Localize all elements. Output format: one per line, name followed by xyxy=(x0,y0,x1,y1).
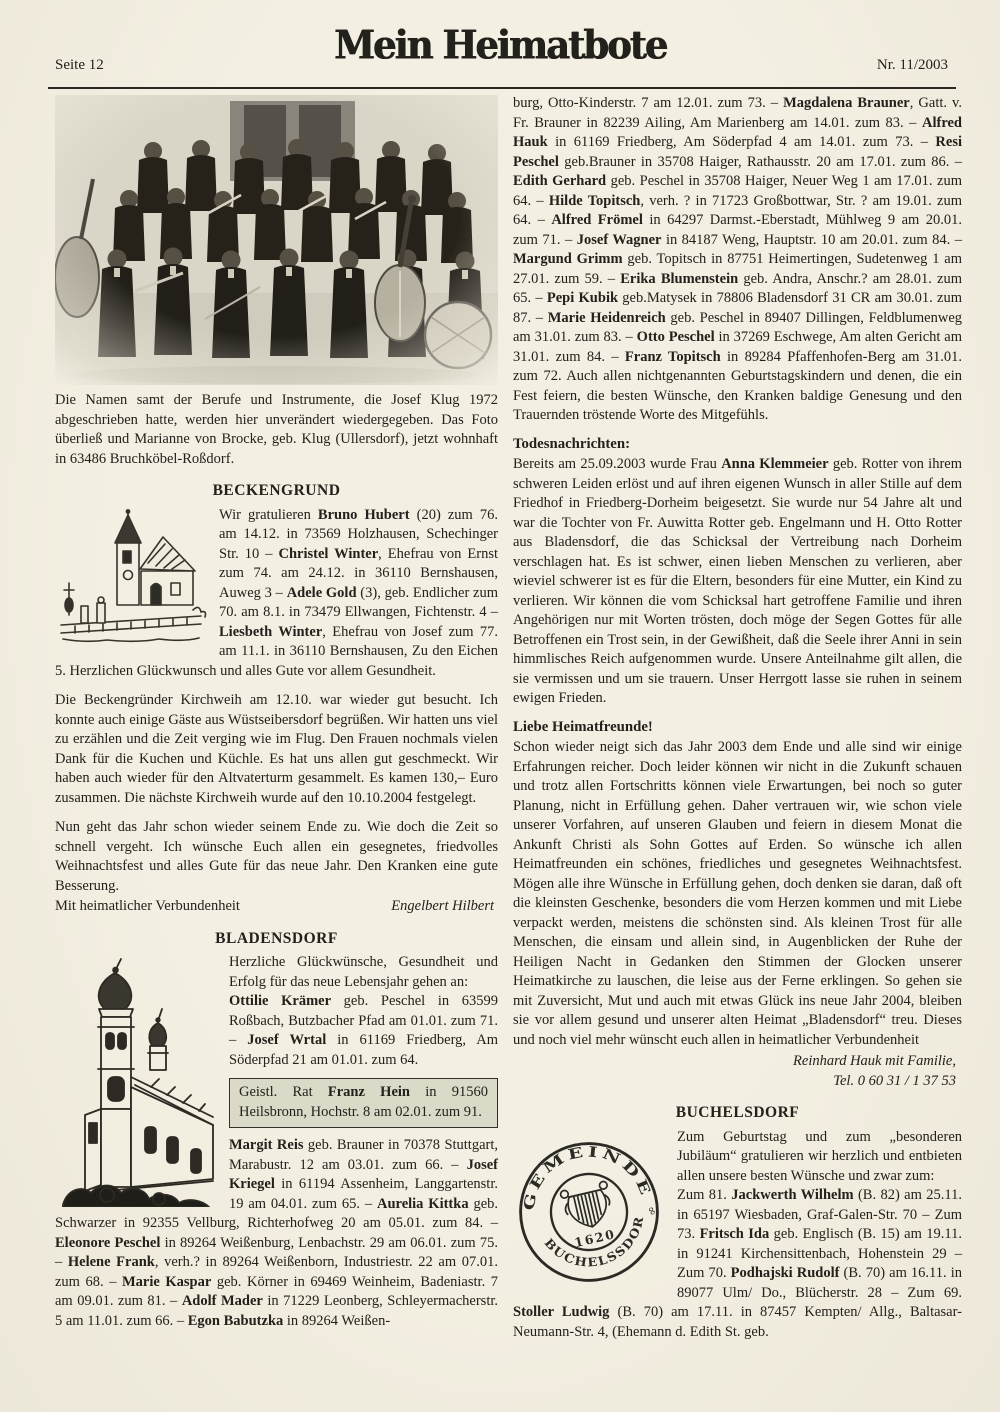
bladensdorf-section xyxy=(55,953,498,1331)
signature-phone: Tel. 0 60 31 / 1 37 53 xyxy=(833,1072,956,1089)
paragraph: Zum Geburtstag und zum „besonderen Jubiläum“ gratulieren wir herzlich und entbieten allen unsere besten Wünsche und zwar zum: xyxy=(677,1128,962,1184)
paragraph: Nun geht das Jahr schon wieder seinem Ende zu. Wie doch die Zeit so schnell vergeht. Ich wünsche Euch allen ein gesegnetes, friedvolles Weihnachtsfest und alles Gute für das neue Jahr. Den Kranken eine gute Besserung. xyxy=(55,819,498,894)
paragraph: Ottilie Krämer geb. Peschel in 63599 Roßbach, Butzbacher Pfad am 01.01. zum 71. – Josef Wrtal in 61169 Friedberg, Am Söderpfad 21 am 01.01. zum 64. xyxy=(229,993,499,1068)
seal-ring-bottom-text: BUCHELSSDORF xyxy=(541,1199,647,1270)
paragraph: Margit Reis geb. Brauner in 70378 Stuttgart, Marabustr. 12 am 03.01. zum 66. – Josef Kriegel in 61194 Assenheim, Langgartenstr. 19 am 04.01. zum 65. – Aurelia Kittka geb. Schwarzer in 92355 Vellburg, Richterhofweg 20 am 05.01. zum 84. – Eleonore Peschel in 89264 Weißenburg, Lenbachstr. 29 am 06.01. zum 75. – Helene Frank, verh.? in 89264 Weißenborn, Industriestr. 22 am 07.01. zum 68. – Marie Kaspar geb. Körner in 69469 Weinheim, Badeniastr. 7 am 09.01. zum 81. – Adolf Mader in 71229 Leonberg, Schleyermacherstr. 5 am 11.01. zum 66. – Egon Babutzka in 89264 Weißen- xyxy=(55,1137,499,1329)
signature-name: Reinhard Hauk mit Familie, xyxy=(793,1053,956,1069)
paragraph: Bereits am 25.09.2003 wurde Frau Anna Klemmeier geb. Rotter von ihrem schweren Leiden erlöst und auf ihren eigenen Wunsch in aller Stille auf dem Friedhof in Friedberg-Dorheim beigesetzt. Sie wurde nur 54 Jahre alt und war die Tochter von Fr. Auwitta Rotter geb. Engelmann und H. Otto Rotter aus Bladensdorf, die das Schicksal der Vertreibung nach Dorheim verschlagen hat. Es ist schwer, einen lieben Menschen zu verlieren, aber wieviel schwerer ist es für die Eltern, besonders für eine Mutter, ein Kind zu verlieren. Wir können die vom Schicksal hart getroffene Familie und ihren Angehörigen nur mit Worten trösten, doch möge der Segen Gottes für alle Betroffenen ein Trost sein, in der Gewißheit, daß die Seele ihrer Anni in sein himmlisches Reich aufgenommen wurde. Unsere Anteilnahme gilt allen, die sie vermissen und um sie trauern. Unser Herrgott lasse sie ruhen in seinem ewigen Frieden. xyxy=(513,456,962,706)
village-seal xyxy=(513,1131,665,1293)
photo-caption: Die Namen samt der Berufe und Instrumente, die Josef Klug 1972 abgeschrieben hatte, werden hier unverändert wiedergegeben. Das Foto überließ und Marianne von Brocke, geb. Klug (Ullersdorf), jetzt wohnhaft in 63486 Bruchköbel-Roßdorf. xyxy=(55,392,498,467)
header-rule xyxy=(48,87,956,89)
seal-ring-top-text: GEMEINDE xyxy=(521,1143,653,1212)
closing-text: Mit heimatlicher Verbundenheit xyxy=(55,898,240,914)
seal-shield xyxy=(560,1180,616,1231)
paragraph: Schon wieder neigt sich das Jahr 2003 dem Ende und alle sind wir einige Erfahrungen reicher. Doch leider können wir nicht in die Zukunft schauen und trotz allen Fortschritts können viele Erwartungen, bei noch so guter Planung, nicht in Erfüllung gehen. Daher vertrauen wir, wie schon viele unserer Vorfahren, auf unseren Glauben und feiern in diesem Monat die Ankunft Christi als Sohn Gottes auf Erden. So wünsche ich allen Heimatfreunden ein schönes, friedliches und gesegnetes Weihnachtsfest. Mögen alle ihre Wünsche in Erfüllung gehen, doch denken sie daran, daß oft die kleinsten Geschenke, besonders die vom Herzen kommen und mit Liebe verpackt werden, meistens die schönsten sind. Als kleinen Trost für alle Menschen, die einsam und allein sind, in Augenblicken der Ruhe der Heiligen Nacht in Gedanken den Stimmen der Glocken unserer Heimatkirche zu lauschen, die leise aus der Ferne erklingen. So gehen sie mit Zuversicht, Mut und auch mit etwas Glück ins neue Jahr 2004, bleiben sie vor allem gesund und unserer alten Heimat „Bladensdorf“ treu. Dieses und noch viel mehr wünscht euch allen in heimatlicher Verbundenheit xyxy=(513,739,962,1048)
section-title-todesnachrichten: Todesnachrichten: xyxy=(513,435,631,452)
highlight-box-text: Geistl. Rat Franz Hein in 91560 Heilsbronn, Hochstr. 8 am 02.01. zum 91. xyxy=(239,1084,488,1120)
page-number: Seite 12 xyxy=(55,57,104,73)
church-sketch-beckengrund xyxy=(55,509,207,647)
closing-line xyxy=(55,897,498,917)
section-title-bladensdorf: BLADENSDORF xyxy=(215,929,338,947)
right-column xyxy=(513,94,962,1342)
paragraph: burg, Otto-Kinderstr. 7 am 12.01. zum 73. – Magdalena Brauner, Gatt. v. Fr. Brauner in 82239 Ailing, Am Marienberg am 14.01. zum 83. – Alfred Hauk in 61169 Friedberg, Am Söderpfad 4 am 14.01. zum 73. – Resi Peschel geb.Brauner in 35708 Haiger, Rathausstr. 20 am 17.01. zum 86. – Edith Gerhard geb. Peschel in 35708 Haiger, Neuer Weg 1 am 17.01. zum 64. – Hilde Topitsch, verh. ? in 71723 Großbottwar, Str. ? am 19.01. zum 64. – Alfred Frömel in 64297 Darmst.-Eberstadt, Mühlweg 9 am 20.01. zum 71. – Josef Wagner in 84187 Weng, Hauptstr. 10 am 20.01. zum 84. – Margund Grimm geb. Topitsch in 87751 Heimertingen, Sudetenweg 1 am 27.01. zum 59. – Erika Blumenstein geb. Andra, Anschr.? am 28.01. zum 65. – Pepi Kubik geb.Matysek in 78806 Bladensdorf 31 CR am 30.01. zum 87. – Marie Heidenreich geb. Peschel in 89407 Dillingen, Feldblumenweg am 31.01. zum 83. – Otto Peschel in 37269 Eschwege, Am alten Gericht am 31.01. zum 84. – Franz Topitsch in 89284 Pfaffenhofen-Berg am 31.01. zum 72. Auch allen nichtgenannten Geburtstagskindern und denen, die ein Fest feiern, die besten Wünsche, den Kranken baldige Genesung und den Trauernden tröstende Worte des Mitgefühls. xyxy=(513,95,963,423)
church-sketch-bladensdorf xyxy=(55,957,217,1207)
issue-number: Nr. 11/2003 xyxy=(876,57,948,73)
paragraph: Herzliche Glückwünsche, Gesundheit und Erfolg für das neue Lebensjahr gehen an: xyxy=(229,954,498,990)
masthead-title: Mein Heimatbote xyxy=(333,21,667,69)
paragraph: Zum 81. Jackwerth Wilhelm (B. 82) am 25.11. in 65197 Wiesbaden, Graf-Galen-Str. 70 – Zum 73. Fritsch Ida geb. Englisch (B. 15) am 19.11. in 91241 Kirchensittenbach, Hohenstein 29 – Zum 70. Podhajski Rudolf (B. 70) am 16.11. in 89077 Ulm/ Do., Blücherstr. 28 – Zum 69. Stoller Ludwig (B. 70) am 17.11. in 87457 Kempten/ Allg., Baltasar-Neumann-Str. 4, (Ehemann d. Edith St. geb. xyxy=(513,1187,963,1340)
section-title-heimatfreunde: Liebe Heimatfreunde! xyxy=(513,718,653,735)
highlight-box xyxy=(229,1078,498,1128)
buchelsdorf-section xyxy=(513,1128,962,1343)
beckengrund-section xyxy=(55,506,498,917)
author-signature: Engelbert Hilbert xyxy=(391,898,494,914)
seal-year: 1620 xyxy=(572,1225,618,1250)
section-title-beckengrund: BECKENGRUND xyxy=(212,482,341,499)
paragraph: Wir gratulieren Bruno Hubert (20) zum 76. am 14.12. in 73569 Holzhausen, Schechinger Str. 10 – Christel Winter, Ehefrau von Ernst zum 74. am 24.12. in 36110 Bernshausen, Auweg 3 – Adele Gold (3), geb. Endlicher zum 70. am 8.1. in 73479 Ellwangen, Fichtenstr. 4 – Liesbeth Winter, Ehefrau von Josef zum 77. am 11.1. in 36110 Bernshausen, Zu den Eichen 5. Herzlichen Glückwunsch und alles Gute vor allem Gesundheit. xyxy=(55,506,499,679)
orchestra-photo xyxy=(55,95,498,385)
paragraph: Die Beckengründer Kirchweih am 12.10. war wieder gut besucht. Ich konnte auch einige Gäste aus Wüstseibersdorf begrüßen. Wir hatten uns viel zu erzählen und die Zeit verging wie im Flug. Den Frauen nochmals vielen Dank für die Kuchen und Küchle. Es hat uns allen gut geschmeckt. Wir haben auch wieder für den Altvaterturm gesammelt. Es kamen 130,– Euro zusammen. Die nächste Kirchweih wurde auf den 10.10.2004 festgelegt. xyxy=(55,692,498,806)
author-signature-block xyxy=(513,1052,962,1091)
section-title-buchelsdorf: BUCHELSDORF xyxy=(675,1104,800,1121)
left-column xyxy=(55,95,498,1331)
seal-divider-glyph: ∞ xyxy=(644,1202,661,1218)
